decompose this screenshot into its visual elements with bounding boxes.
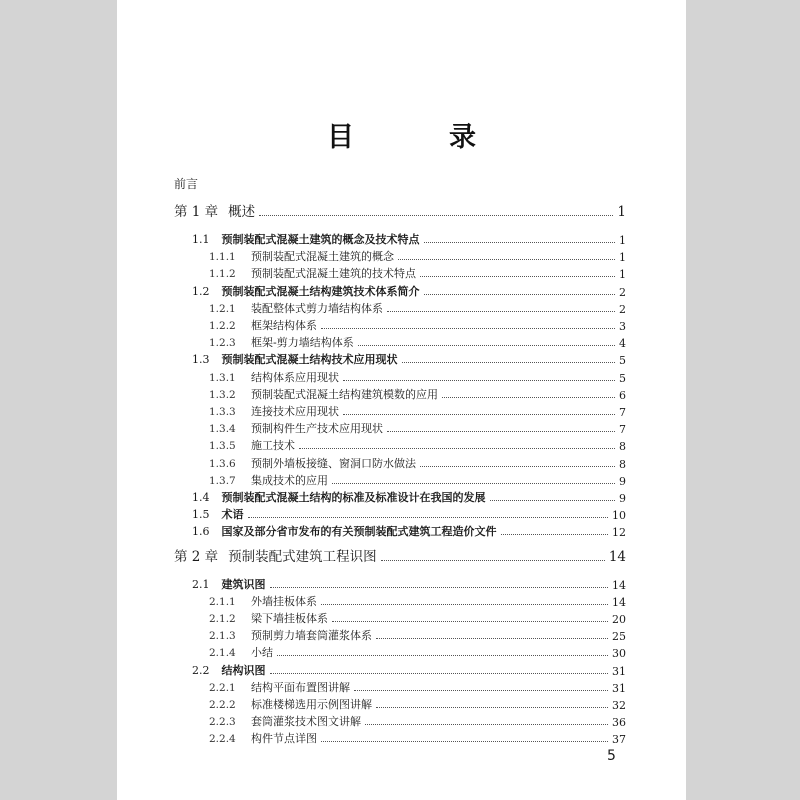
- toc-dot-leader: [277, 655, 608, 656]
- toc-entry-label: [209, 248, 394, 264]
- toc-section-entry[interactable]: [192, 661, 626, 678]
- toc-dot-leader: [387, 311, 615, 312]
- toc-entry-number: 1.3.1: [209, 371, 236, 384]
- toc-entry-label: [209, 644, 273, 660]
- toc-entry-title: 预制装配式混凝土结构建筑模数的应用: [251, 387, 438, 401]
- toc-entry-number: 1.2.1: [209, 302, 236, 315]
- toc-dot-leader: [424, 242, 616, 243]
- toc-entry-label: [209, 472, 328, 488]
- toc-sub-entry[interactable]: [209, 247, 626, 264]
- toc-dot-leader: [259, 215, 613, 216]
- toc-sub-entry[interactable]: [209, 299, 626, 316]
- toc-entry-title: 国家及部分省市发布的有关预制装配式建筑工程造价文件: [221, 525, 497, 539]
- toc-entry-number: 2.1.4: [209, 647, 236, 660]
- toc-section-entry[interactable]: [192, 505, 626, 522]
- toc-entry-number: 1.1: [192, 233, 210, 246]
- toc-entry-title: 框架-剪力墙结构体系: [251, 336, 354, 350]
- page-title: 目 录: [327, 122, 510, 153]
- toc-dot-leader: [343, 380, 615, 381]
- toc-entry-title: 预制装配式混凝土建筑的概念: [251, 250, 394, 264]
- toc-entry-number: 2.1.2: [209, 613, 236, 625]
- toc-entry-number: 2.1.3: [209, 630, 236, 643]
- document-page: [117, 0, 686, 800]
- toc-entry-page: 5: [619, 354, 626, 368]
- toc-sub-entry[interactable]: [209, 419, 626, 436]
- toc-entry-label: [209, 455, 416, 471]
- toc-dot-leader: [321, 604, 608, 605]
- left-margin-background: [0, 0, 117, 800]
- toc-dot-leader: [365, 724, 608, 725]
- toc-dot-leader: [398, 259, 615, 260]
- toc-entry-number: 2.2.2: [209, 699, 236, 711]
- toc-dot-leader: [321, 741, 608, 742]
- toc-entry-label: [192, 506, 244, 522]
- toc-dot-leader: [270, 673, 609, 674]
- toc-sub-entry[interactable]: [209, 436, 626, 453]
- toc-entry-number: 1.2.2: [209, 320, 236, 332]
- toc-entry-page: 10: [612, 509, 626, 523]
- page-number: 5: [607, 748, 616, 764]
- toc-sub-entry[interactable]: [209, 626, 626, 643]
- toc-entry-label: [209, 730, 317, 746]
- toc-entry-page: 30: [612, 647, 626, 661]
- toc-entry-page: 1: [619, 251, 626, 265]
- toc-entry-label: [209, 265, 416, 281]
- toc-entry-label: [192, 576, 266, 592]
- toc-dot-leader: [490, 500, 616, 501]
- toc-chapter-entry[interactable]: [174, 203, 626, 220]
- toc-entry-title: 结构平面布置图讲解: [251, 680, 350, 694]
- toc-dot-leader: [442, 397, 615, 398]
- toc-entry-page: 9: [619, 492, 626, 505]
- toc-dot-leader: [420, 466, 615, 467]
- toc-entry-title: 建筑识图: [221, 577, 266, 591]
- toc-entry-page: 31: [612, 664, 626, 678]
- toc-sub-entry[interactable]: [209, 729, 626, 746]
- toc-entry-page: 4: [619, 337, 626, 351]
- toc-dot-leader: [248, 517, 609, 518]
- toc-entry-label: [209, 403, 339, 419]
- toc-entry-label: [209, 627, 372, 643]
- toc-sub-entry[interactable]: [209, 385, 626, 402]
- toc-entry-label: [192, 283, 420, 299]
- toc-section-entry[interactable]: [192, 488, 626, 505]
- toc-entry-title: 预制装配式混凝土结构技术应用现状: [221, 353, 398, 367]
- toc-entry-label: [209, 610, 328, 626]
- toc-sub-entry[interactable]: [209, 402, 626, 419]
- toc-entry-page: 5: [619, 371, 626, 385]
- toc-entry-label: [209, 334, 354, 350]
- toc-dot-leader: [501, 534, 609, 535]
- toc-entry-page: 31: [612, 681, 626, 695]
- toc-entry-page: 20: [612, 613, 626, 626]
- toc-entry-title: 预制构件生产技术应用现状: [251, 422, 383, 436]
- toc-entry-label: [192, 662, 266, 678]
- toc-entry-label: [192, 523, 497, 539]
- toc-sub-entry[interactable]: [209, 609, 626, 626]
- toc-entry-number: 1.5: [192, 508, 210, 522]
- toc-entry-number: 1.6: [192, 525, 210, 539]
- toc-entry-title: 框架结构体系: [251, 319, 317, 332]
- toc-entry-number: 1.3.3: [209, 406, 236, 418]
- toc-sub-entry[interactable]: [209, 592, 626, 609]
- toc-dot-leader: [270, 587, 609, 588]
- toc-entry-number: 2.2.3: [209, 716, 236, 729]
- toc-dot-leader: [321, 328, 615, 329]
- toc-entry-page: 2: [619, 302, 626, 316]
- toc-sub-entry[interactable]: [209, 454, 626, 471]
- toc-entry-page: 1: [619, 234, 626, 247]
- toc-entry-number: 1.1.1: [209, 251, 236, 264]
- toc-entry-title: 小结: [251, 646, 273, 660]
- toc-dot-leader: [402, 362, 616, 363]
- toc-entry-title: 结构体系应用现状: [251, 370, 339, 384]
- toc-entry-number: 1.3.6: [209, 457, 236, 470]
- toc-entry-title: 预制装配式混凝土建筑的概念及技术特点: [221, 233, 420, 246]
- toc-entry-page: 9: [619, 474, 626, 488]
- toc-entry-number: 2.1.1: [209, 595, 236, 608]
- toc-dot-leader: [420, 276, 615, 277]
- toc-entry-label: [209, 679, 350, 695]
- toc-entry-page: 25: [612, 630, 626, 644]
- toc-sub-entry[interactable]: [209, 695, 626, 712]
- toc-entry-number: 1.2: [192, 284, 210, 298]
- toc-entry-page: 14: [608, 548, 626, 565]
- toc-sub-entry[interactable]: [209, 368, 626, 385]
- toc-entry-title: 装配整体式剪力墙结构体系: [251, 301, 383, 315]
- toc-dot-leader: [387, 431, 615, 432]
- toc-dot-leader: [376, 638, 608, 639]
- toc-entry-title: 施工技术: [251, 439, 295, 453]
- toc-dot-leader: [354, 690, 608, 691]
- toc-entry-title: 连接技术应用现状: [251, 405, 339, 418]
- toc-entry-page: 12: [612, 526, 626, 540]
- toc-entry-label: [209, 317, 317, 333]
- toc-entry-page: 36: [612, 716, 626, 730]
- toc-entry-page: 1: [617, 204, 626, 220]
- toc-dot-leader: [376, 707, 608, 708]
- toc-sub-entry[interactable]: [209, 712, 626, 729]
- toc-entry-number: 1.3.4: [209, 423, 236, 436]
- preface-entry[interactable]: 前言: [174, 177, 199, 191]
- toc-entry-label: [192, 351, 398, 367]
- toc-section-entry[interactable]: [192, 230, 626, 247]
- toc-entry-label: [192, 231, 420, 247]
- toc-dot-leader: [332, 621, 608, 622]
- toc-dot-leader: [332, 483, 615, 484]
- toc-section-entry[interactable]: [192, 522, 626, 539]
- toc-dot-leader: [299, 448, 615, 449]
- toc-entry-title: 预制剪力墙套筒灌浆体系: [251, 629, 372, 643]
- toc-entry-title: 概述: [228, 204, 256, 220]
- toc-section-entry[interactable]: [192, 575, 626, 592]
- toc-entry-title: 预制装配式混凝土建筑的技术特点: [251, 267, 416, 281]
- toc-entry-number: 1.3.2: [209, 388, 236, 401]
- toc-entry-number: 1.2.3: [209, 337, 236, 350]
- toc-entry-label: [209, 420, 383, 436]
- toc-entry-page: 7: [619, 406, 626, 419]
- toc-entry-page: 2: [619, 285, 626, 299]
- toc-chapter-entry[interactable]: [174, 548, 626, 565]
- toc-sub-entry[interactable]: [209, 264, 626, 281]
- toc-entry-label: [209, 696, 372, 712]
- toc-sub-entry[interactable]: [209, 471, 626, 488]
- toc-entry-label: [209, 713, 361, 729]
- toc-entry-page: 14: [612, 578, 626, 592]
- toc-entry-label: [192, 489, 486, 505]
- toc-entry-page: 6: [619, 388, 626, 402]
- toc-section-entry[interactable]: [192, 282, 626, 299]
- toc-entry-label: [209, 369, 339, 385]
- toc-entry-label: [174, 200, 255, 220]
- toc-entry-title: 术语: [221, 508, 244, 522]
- toc-entry-number: 1.3.7: [209, 474, 236, 487]
- toc-entry-number: 1.3: [192, 353, 210, 367]
- toc-dot-leader: [343, 414, 615, 415]
- toc-entry-title: 梁下墙挂板体系: [251, 612, 328, 625]
- toc-entry-number: 1.4: [192, 491, 210, 504]
- toc-entry-number: 1.1.2: [209, 268, 236, 281]
- toc-entry-label: [209, 300, 383, 316]
- toc-entry-label: [174, 545, 377, 565]
- toc-section-entry[interactable]: [192, 350, 626, 367]
- toc-entry-label: [209, 386, 438, 402]
- toc-entry-title: 外墙挂板体系: [251, 594, 317, 608]
- toc-entry-title: 构件节点详图: [251, 732, 317, 746]
- toc-entry-page: 14: [612, 595, 626, 609]
- toc-entry-title: 预制装配式混凝土结构的标准及标准设计在我国的发展: [221, 491, 486, 504]
- toc-entry-title: 结构识图: [221, 663, 266, 677]
- toc-entry-page: 3: [619, 320, 626, 333]
- toc-entry-number: 第 1 章: [174, 204, 219, 220]
- toc-dot-leader: [424, 294, 616, 295]
- toc-entry-number: 2.2.1: [209, 681, 236, 694]
- toc-entry-number: 2.2: [192, 663, 210, 677]
- toc-entry-page: 37: [612, 733, 626, 747]
- toc-dot-leader: [381, 560, 605, 561]
- toc-dot-leader: [358, 345, 615, 346]
- toc-entry-title: 集成技术的应用: [251, 473, 328, 487]
- right-margin-background: [686, 0, 800, 800]
- toc-entry-label: [209, 437, 295, 453]
- toc-sub-entry[interactable]: [209, 678, 626, 695]
- toc-sub-entry[interactable]: [209, 643, 626, 660]
- toc-entry-title: 套筒灌浆技术图文讲解: [251, 715, 361, 729]
- toc-entry-page: 1: [619, 268, 626, 282]
- toc-sub-entry[interactable]: [209, 316, 626, 333]
- toc-entry-title: 标准楼梯选用示例图讲解: [251, 698, 372, 711]
- toc-entry-page: 32: [612, 699, 626, 712]
- toc-entry-label: [209, 593, 317, 609]
- toc-entry-page: 7: [619, 423, 626, 437]
- toc-sub-entry[interactable]: [209, 333, 626, 350]
- toc-entry-title: 预制装配式建筑工程识图: [228, 548, 377, 565]
- toc-entry-title: 预制装配式混凝土结构建筑技术体系简介: [221, 284, 420, 298]
- toc-entry-number: 1.3.5: [209, 440, 236, 453]
- toc-entry-number: 2.2.4: [209, 733, 236, 746]
- toc-entry-page: 8: [619, 457, 626, 471]
- toc-entry-number: 2.1: [192, 577, 210, 591]
- toc-entry-title: 预制外墙板接缝、窗洞口防水做法: [251, 456, 416, 470]
- toc-entry-number: 第 2 章: [174, 548, 219, 565]
- toc-entry-page: 8: [619, 440, 626, 454]
